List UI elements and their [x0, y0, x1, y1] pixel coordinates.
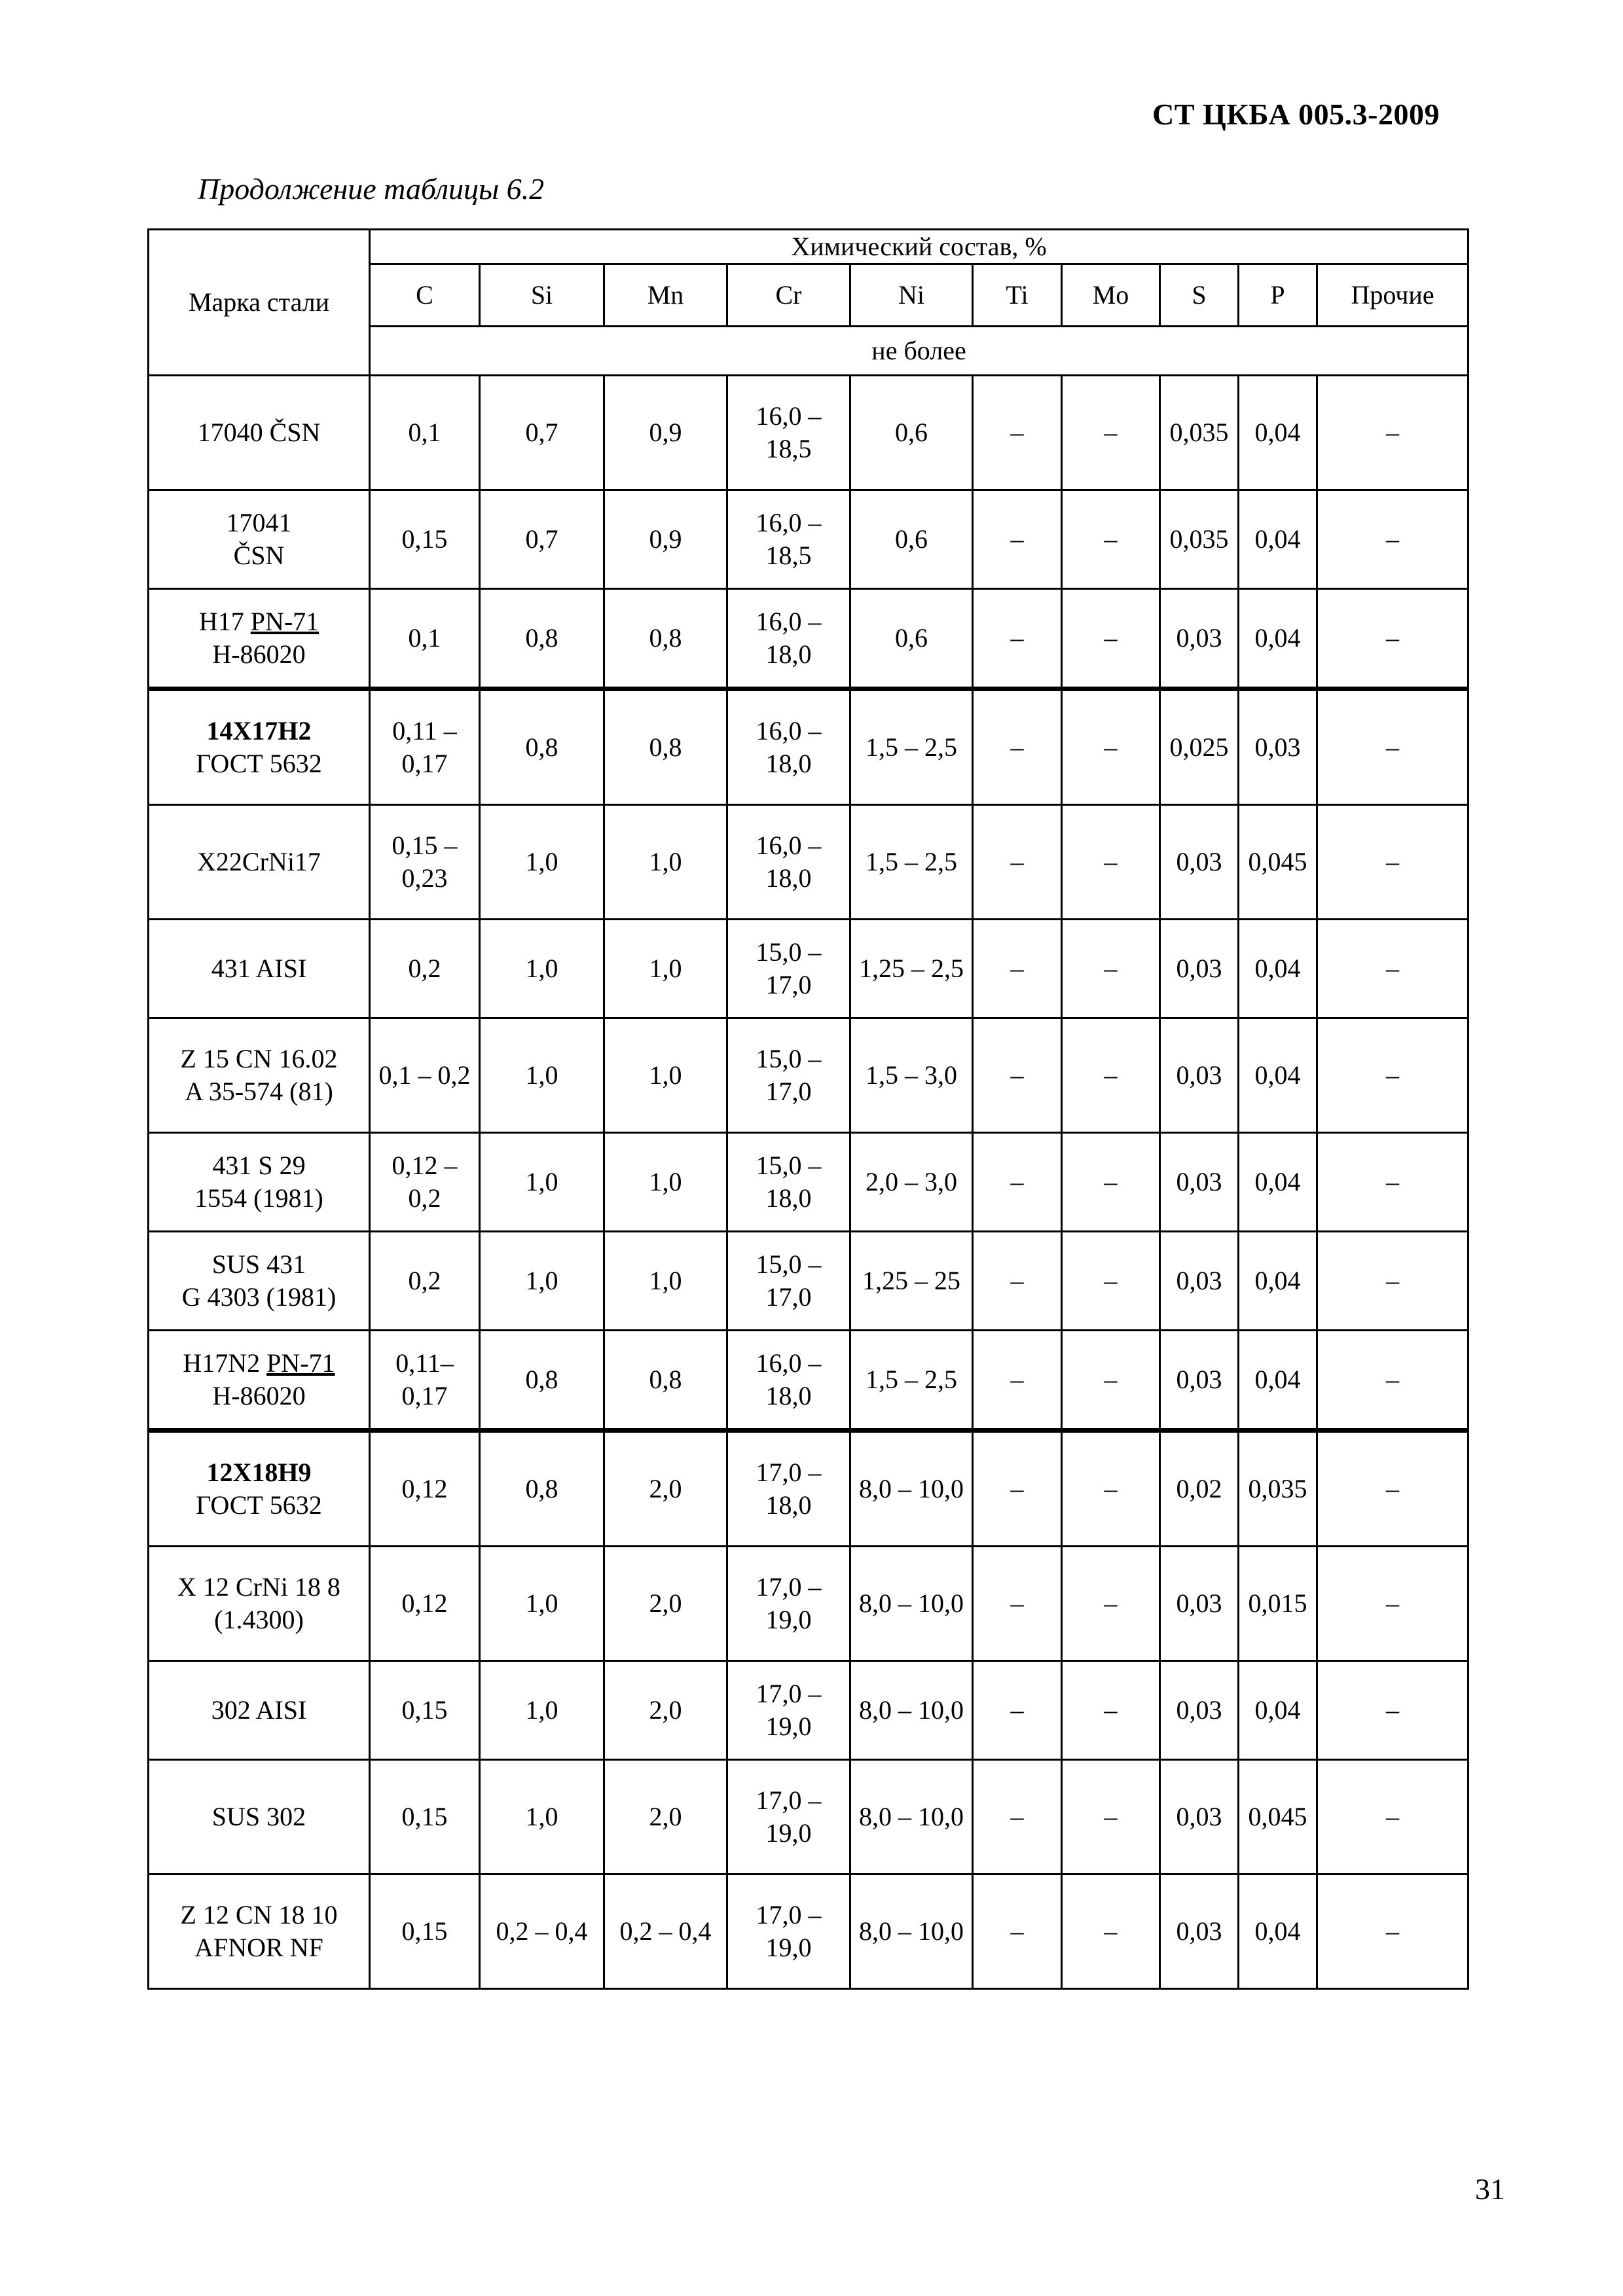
- composition-value: 17,0 – 19,0: [727, 1661, 850, 1760]
- composition-value: 0,03: [1160, 1547, 1239, 1661]
- steel-grade-standard: 1554 (1981): [194, 1183, 323, 1213]
- composition-value: 0,15: [370, 1760, 480, 1874]
- steel-grade-name: Z 15 CN 16.02: [180, 1044, 338, 1073]
- steel-grade-name: H17 PN-71: [198, 607, 319, 636]
- table-row: [149, 1760, 1468, 1874]
- composition-value: 0,9: [604, 490, 727, 589]
- steel-grade-name: 431 AISI: [211, 954, 307, 983]
- table-row: [149, 805, 1468, 920]
- composition-value: –: [973, 805, 1062, 920]
- composition-value: 15,0 – 17,0: [727, 1232, 850, 1331]
- steel-grade-standard: (1.4300): [214, 1605, 304, 1634]
- composition-value: 1,0: [480, 1661, 604, 1760]
- composition-value: 16,0 – 18,5: [727, 376, 850, 490]
- composition-value: 1,0: [480, 1547, 604, 1661]
- steel-grade-name: SUS 302: [211, 1802, 306, 1831]
- steel-grade-cell: [149, 1018, 370, 1133]
- composition-value: –: [1062, 1018, 1160, 1133]
- composition-value: –: [973, 1018, 1062, 1133]
- composition-value: –: [1062, 1133, 1160, 1232]
- steel-grade-name: 17040 ČSN: [197, 418, 321, 447]
- element-column-header: C: [370, 264, 480, 327]
- element-column-header: Cr: [727, 264, 850, 327]
- composition-value: 0,12: [370, 1431, 480, 1547]
- table-row: [149, 920, 1468, 1018]
- steel-grade-cell: [149, 689, 370, 805]
- composition-value: 0,035: [1239, 1431, 1317, 1547]
- composition-value: –: [1062, 1431, 1160, 1547]
- composition-value: 16,0 – 18,0: [727, 589, 850, 689]
- composition-value: 0,8: [604, 1331, 727, 1431]
- table-caption: Продолжение таблицы 6.2: [198, 172, 545, 206]
- composition-value: 0,03: [1160, 1760, 1239, 1874]
- composition-value: –: [1062, 1874, 1160, 1989]
- composition-value: 8,0 – 10,0: [850, 1661, 973, 1760]
- composition-value: 0,03: [1160, 1232, 1239, 1331]
- composition-value: 0,12 – 0,2: [370, 1133, 480, 1232]
- steel-grade-cell: [149, 1331, 370, 1431]
- table-row: [149, 1547, 1468, 1661]
- steel-grade-name: H17N2 PN-71: [183, 1348, 335, 1378]
- table-row: [149, 1331, 1468, 1431]
- composition-value: 15,0 – 17,0: [727, 1018, 850, 1133]
- composition-value: 1,5 – 2,5: [850, 805, 973, 920]
- composition-value: 1,0: [480, 1232, 604, 1331]
- steel-grade-cell: [149, 1760, 370, 1874]
- composition-value: 0,03: [1160, 1874, 1239, 1989]
- composition-value: 0,04: [1239, 1133, 1317, 1232]
- composition-value: –: [973, 1133, 1062, 1232]
- composition-value: 0,04: [1239, 589, 1317, 689]
- composition-table: [147, 228, 1469, 1990]
- grade-column-header: Марка стали: [149, 230, 370, 376]
- composition-value: 1,0: [604, 1133, 727, 1232]
- composition-value: –: [973, 1874, 1062, 1989]
- steel-grade-standard: AFNOR NF: [194, 1933, 323, 1962]
- composition-value: 0,8: [604, 689, 727, 805]
- composition-value: 0,6: [850, 490, 973, 589]
- composition-value: 0,7: [480, 376, 604, 490]
- composition-value: 16,0 – 18,0: [727, 1331, 850, 1431]
- composition-value: –: [1062, 1232, 1160, 1331]
- table-row: [149, 589, 1468, 689]
- composition-value: 8,0 – 10,0: [850, 1547, 973, 1661]
- composition-value: 8,0 – 10,0: [850, 1760, 973, 1874]
- composition-value: 1,25 – 2,5: [850, 920, 973, 1018]
- composition-value: 2,0: [604, 1431, 727, 1547]
- composition-value: 1,0: [480, 1018, 604, 1133]
- table-header: [149, 230, 1468, 376]
- composition-value: 2,0: [604, 1547, 727, 1661]
- table-row: [149, 1874, 1468, 1989]
- steel-grade-name: 17041: [226, 508, 292, 537]
- composition-value: –: [1062, 805, 1160, 920]
- steel-grade-standard: A 35-574 (81): [185, 1077, 333, 1106]
- composition-value: –: [1062, 376, 1160, 490]
- element-column-header: S: [1160, 264, 1239, 327]
- composition-value: –: [973, 1331, 1062, 1431]
- steel-grade-cell: [149, 1431, 370, 1547]
- table-row: [149, 1133, 1468, 1232]
- composition-value: 0,12: [370, 1547, 480, 1661]
- steel-grade-name: SUS 431: [211, 1249, 306, 1279]
- steel-grade-name: Z 12 CN 18 10: [180, 1900, 338, 1929]
- table-row: [149, 689, 1468, 805]
- composition-value: –: [1062, 1760, 1160, 1874]
- composition-value: 0,2: [370, 920, 480, 1018]
- composition-value: 1,0: [480, 1133, 604, 1232]
- composition-value: 0,7: [480, 490, 604, 589]
- steel-grade-cell: [149, 1547, 370, 1661]
- composition-value: 0,03: [1160, 1661, 1239, 1760]
- composition-value: –: [1317, 689, 1468, 805]
- composition-value: –: [1062, 920, 1160, 1018]
- composition-value: 0,2: [370, 1232, 480, 1331]
- composition-value: –: [1317, 376, 1468, 490]
- standard-reference: PN-71: [250, 607, 319, 636]
- composition-value: 0,04: [1239, 1874, 1317, 1989]
- composition-value: 0,02: [1160, 1431, 1239, 1547]
- composition-value: –: [973, 1232, 1062, 1331]
- composition-value: 1,25 – 25: [850, 1232, 973, 1331]
- composition-value: 0,03: [1160, 1331, 1239, 1431]
- composition-value: –: [1317, 1018, 1468, 1133]
- composition-value: 0,15: [370, 1874, 480, 1989]
- composition-value: 8,0 – 10,0: [850, 1874, 973, 1989]
- composition-value: 0,03: [1160, 1018, 1239, 1133]
- table-row: [149, 1018, 1468, 1133]
- composition-value: 16,0 – 18,5: [727, 490, 850, 589]
- element-column-header: P: [1239, 264, 1317, 327]
- steel-grade-name: 14Х17Н2: [206, 716, 312, 745]
- composition-value: 1,5 – 3,0: [850, 1018, 973, 1133]
- limit-subheader: не более: [370, 327, 1468, 376]
- composition-value: –: [1317, 490, 1468, 589]
- composition-value: –: [1062, 1661, 1160, 1760]
- steel-grade-cell: [149, 376, 370, 490]
- composition-value: –: [1062, 689, 1160, 805]
- composition-value: 1,0: [604, 805, 727, 920]
- composition-value: 0,03: [1160, 805, 1239, 920]
- steel-grade-cell: [149, 920, 370, 1018]
- composition-value: 0,15: [370, 490, 480, 589]
- composition-value: 0,1: [370, 589, 480, 689]
- steel-grade-cell: [149, 805, 370, 920]
- composition-value: 2,0 – 3,0: [850, 1133, 973, 1232]
- composition-value: 1,0: [480, 920, 604, 1018]
- composition-value: –: [1317, 1874, 1468, 1989]
- composition-value: –: [973, 920, 1062, 1018]
- composition-value: 0,15 – 0,23: [370, 805, 480, 920]
- steel-grade-name: 12Х18Н9: [206, 1458, 312, 1487]
- composition-value: 0,04: [1239, 490, 1317, 589]
- composition-value: 1,5 – 2,5: [850, 1331, 973, 1431]
- composition-value: –: [973, 1547, 1062, 1661]
- element-column-header: Mn: [604, 264, 727, 327]
- table-row: [149, 1431, 1468, 1547]
- composition-value: 17,0 – 19,0: [727, 1874, 850, 1989]
- element-column-header: Прочие: [1317, 264, 1468, 327]
- table-body: [149, 376, 1468, 1989]
- steel-grade-cell: [149, 589, 370, 689]
- document-code: СТ ЦКБА 005.3-2009: [1152, 98, 1440, 131]
- composition-value: 0,1: [370, 376, 480, 490]
- composition-value: 0,8: [480, 1431, 604, 1547]
- steel-grade-cell: [149, 490, 370, 589]
- table-row: [149, 1232, 1468, 1331]
- composition-value: 0,015: [1239, 1547, 1317, 1661]
- composition-value: 0,04: [1239, 1018, 1317, 1133]
- composition-value: –: [1317, 805, 1468, 920]
- composition-value: –: [973, 1661, 1062, 1760]
- steel-grade-standard: H-86020: [212, 639, 306, 669]
- table-row: [149, 1661, 1468, 1760]
- steel-grade-standard: ГОСТ 5632: [196, 1490, 322, 1520]
- composition-value: 0,1 – 0,2: [370, 1018, 480, 1133]
- composition-value: 1,5 – 2,5: [850, 689, 973, 805]
- composition-value: –: [1317, 1547, 1468, 1661]
- steel-grade-standard: G 4303 (1981): [181, 1282, 337, 1312]
- composition-value: –: [973, 490, 1062, 589]
- composition-value: –: [973, 589, 1062, 689]
- steel-grade-name: 302 AISI: [211, 1695, 307, 1725]
- composition-value: 0,04: [1239, 376, 1317, 490]
- composition-value: 0,9: [604, 376, 727, 490]
- composition-value: –: [1317, 1331, 1468, 1431]
- composition-value: 0,045: [1239, 1760, 1317, 1874]
- element-column-header: Si: [480, 264, 604, 327]
- composition-value: 17,0 – 18,0: [727, 1431, 850, 1547]
- composition-value: 16,0 – 18,0: [727, 689, 850, 805]
- composition-value: 0,8: [480, 589, 604, 689]
- composition-value: –: [1317, 1760, 1468, 1874]
- steel-grade-standard: H-86020: [212, 1381, 306, 1410]
- table-row: [149, 376, 1468, 490]
- steel-grade-name: X 12 CrNi 18 8: [177, 1572, 340, 1602]
- composition-value: –: [973, 689, 1062, 805]
- composition-value: –: [1317, 1431, 1468, 1547]
- composition-value: –: [1317, 1661, 1468, 1760]
- composition-value: 0,04: [1239, 920, 1317, 1018]
- standard-reference: PN-71: [266, 1348, 335, 1378]
- steel-grade-name: X22CrNi17: [197, 847, 321, 876]
- steel-grade-name: 431 S 29: [212, 1151, 306, 1180]
- composition-value: 0,2 – 0,4: [480, 1874, 604, 1989]
- composition-value: 0,04: [1239, 1232, 1317, 1331]
- composition-group-header: Химический состав, %: [370, 230, 1468, 264]
- composition-value: 8,0 – 10,0: [850, 1431, 973, 1547]
- composition-value: 0,045: [1239, 805, 1317, 920]
- page-number: 31: [1475, 2172, 1505, 2206]
- composition-value: 17,0 – 19,0: [727, 1547, 850, 1661]
- composition-value: 0,6: [850, 589, 973, 689]
- element-column-header: Ti: [973, 264, 1062, 327]
- composition-value: –: [1062, 589, 1160, 689]
- composition-value: 15,0 – 17,0: [727, 920, 850, 1018]
- composition-value: –: [1317, 1133, 1468, 1232]
- composition-value: 0,035: [1160, 490, 1239, 589]
- composition-value: –: [973, 376, 1062, 490]
- element-column-header: Ni: [850, 264, 973, 327]
- composition-value: 16,0 – 18,0: [727, 805, 850, 920]
- element-column-header: Mo: [1062, 264, 1160, 327]
- composition-value: –: [1062, 490, 1160, 589]
- composition-value: 0,11 – 0,17: [370, 689, 480, 805]
- steel-grade-cell: [149, 1661, 370, 1760]
- composition-value: 0,04: [1239, 1331, 1317, 1431]
- composition-value: –: [973, 1760, 1062, 1874]
- steel-grade-cell: [149, 1232, 370, 1331]
- composition-value: 1,0: [480, 805, 604, 920]
- composition-value: 1,0: [604, 1232, 727, 1331]
- composition-value: 1,0: [604, 920, 727, 1018]
- composition-value: 0,6: [850, 376, 973, 490]
- table-row: [149, 490, 1468, 589]
- composition-value: 0,03: [1160, 920, 1239, 1018]
- composition-value: 2,0: [604, 1760, 727, 1874]
- steel-grade-standard: ГОСТ 5632: [196, 749, 322, 778]
- composition-value: –: [1062, 1331, 1160, 1431]
- steel-grade-cell: [149, 1133, 370, 1232]
- composition-value: 1,0: [604, 1018, 727, 1133]
- composition-value: 0,03: [1239, 689, 1317, 805]
- composition-value: –: [1317, 920, 1468, 1018]
- composition-value: 0,025: [1160, 689, 1239, 805]
- composition-value: 0,8: [480, 1331, 604, 1431]
- composition-value: 0,11– 0,17: [370, 1331, 480, 1431]
- composition-value: 17,0 – 19,0: [727, 1760, 850, 1874]
- composition-value: 0,03: [1160, 1133, 1239, 1232]
- composition-value: 0,15: [370, 1661, 480, 1760]
- composition-value: –: [1317, 1232, 1468, 1331]
- composition-value: –: [1062, 1547, 1160, 1661]
- composition-value: 0,2 – 0,4: [604, 1874, 727, 1989]
- composition-value: 0,8: [604, 589, 727, 689]
- composition-value: 0,8: [480, 689, 604, 805]
- composition-value: 15,0 – 18,0: [727, 1133, 850, 1232]
- composition-value: 2,0: [604, 1661, 727, 1760]
- composition-value: –: [1317, 589, 1468, 689]
- composition-value: –: [973, 1431, 1062, 1547]
- composition-value: 0,035: [1160, 376, 1239, 490]
- composition-value: 0,03: [1160, 589, 1239, 689]
- steel-grade-cell: [149, 1874, 370, 1989]
- composition-value: 0,04: [1239, 1661, 1317, 1760]
- steel-grade-standard: ČSN: [233, 541, 285, 570]
- composition-value: 1,0: [480, 1760, 604, 1874]
